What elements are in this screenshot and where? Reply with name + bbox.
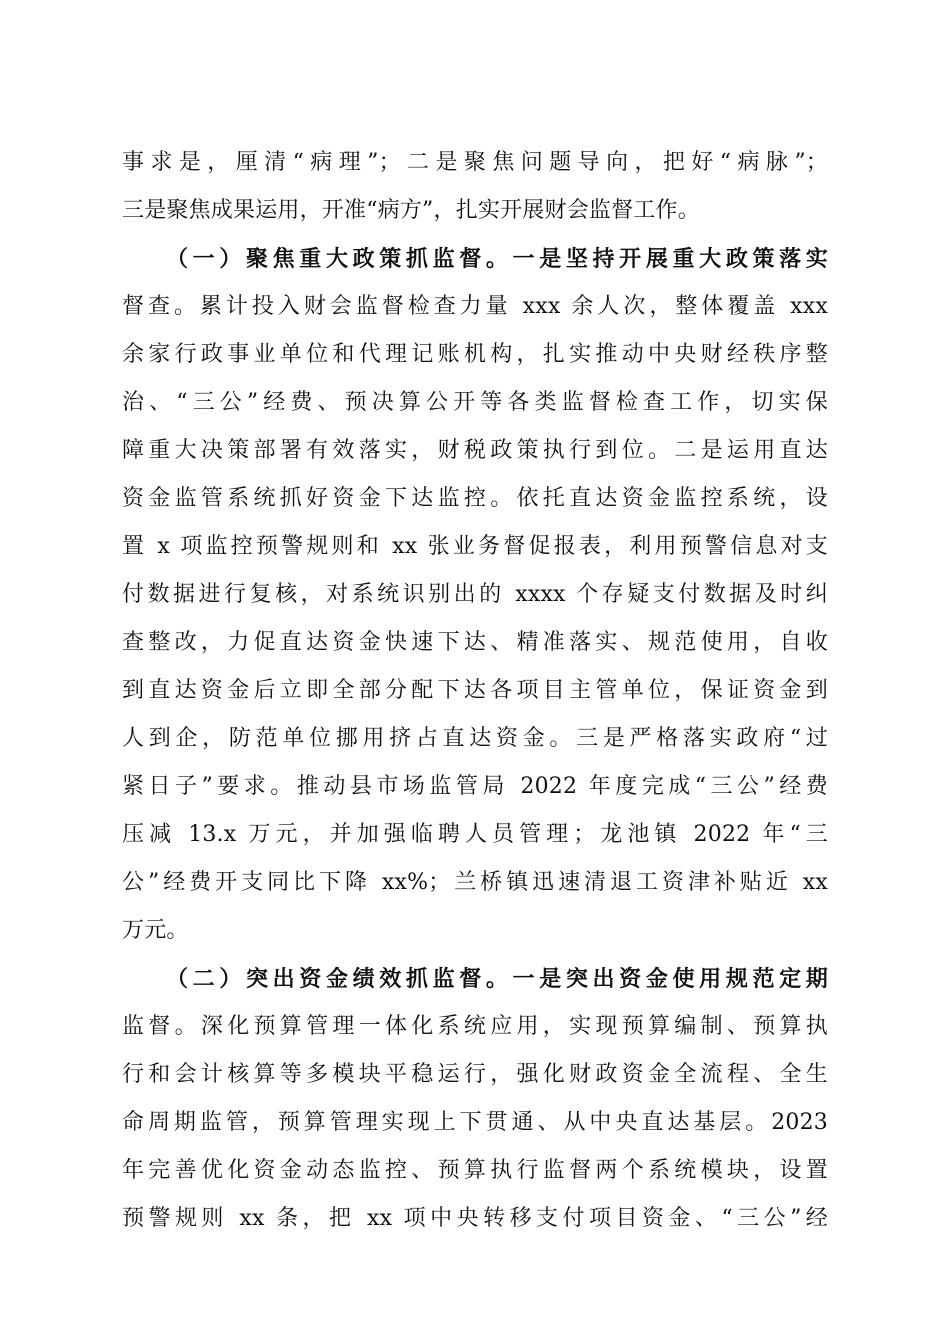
text-line-22: 年完善优化资金动态监控、预算执行监督两个系统模块，设置 xyxy=(122,1158,828,1183)
text-line-2: 三是聚焦成果运用，开准“病方”，扎实开展财会监督工作。 xyxy=(122,198,700,223)
text-line-17: 万元。 xyxy=(122,918,189,943)
text-line-13: 人到企，防范单位挪用挤占直达资金。三是严格落实政府“过 xyxy=(122,726,828,751)
text-line-6: 治、“三公”经费、预决算公开等各类监督检查工作，切实保 xyxy=(122,390,828,415)
text-line-8: 资金监管系统抓好资金下达监控。依托直达资金监控系统，设 xyxy=(122,486,828,511)
text-line-15: 压减 13.x 万元，并加强临聘人员管理；龙池镇 2022 年“三 xyxy=(122,822,828,847)
text-line-4: 督查。累计投入财会监督检查力量 xxx 余人次，整体覆盖 xxx xyxy=(122,294,828,319)
text-line-21: 命周期监管，预算管理实现上下贯通、从中央直达基层。2023 xyxy=(122,1110,828,1135)
section-heading-1: （一）聚焦重大政策抓监督。一是坚持开展重大政策落实 xyxy=(166,246,828,272)
text-line-23: 预警规则 xx 条，把 xx 项中央转移支付项目资金、“三公”经 xyxy=(122,1206,828,1231)
text-line-7: 障重大决策部署有效落实，财税政策执行到位。二是运用直达 xyxy=(122,438,828,463)
text-line-1: 事求是，厘清“病理”；二是聚焦问题导向，把好“病脉”； xyxy=(122,150,828,175)
text-line-19: 监督。深化预算管理一体化系统应用，实现预算编制、预算执 xyxy=(122,1014,828,1039)
text-line-14: 紧日子”要求。推动县市场监管局 2022 年度完成“三公”经费 xyxy=(122,774,828,799)
section-heading-2: （二）突出资金绩效抓监督。一是突出资金使用规范定期 xyxy=(166,966,828,992)
text-line-16: 公”经费开支同比下降 xx%；兰桥镇迅速清退工资津补贴近 xx xyxy=(122,870,828,895)
text-line-20: 行和会计核算等多模块平稳运行，强化财政资金全流程、全生 xyxy=(122,1062,828,1087)
text-line-11: 查整改，力促直达资金快速下达、精准落实、规范使用，自收 xyxy=(122,630,828,655)
text-line-5: 余家行政事业单位和代理记账机构，扎实推动中央财经秩序整 xyxy=(122,342,828,367)
text-line-10: 付数据进行复核，对系统识别出的 xxxx 个存疑支付数据及时纠 xyxy=(122,582,828,607)
text-line-9: 置 x 项监控预警规则和 xx 张业务督促报表，利用预警信息对支 xyxy=(122,534,828,559)
text-line-12: 到直达资金后立即全部分配下达各项目主管单位，保证资金到 xyxy=(122,678,828,703)
